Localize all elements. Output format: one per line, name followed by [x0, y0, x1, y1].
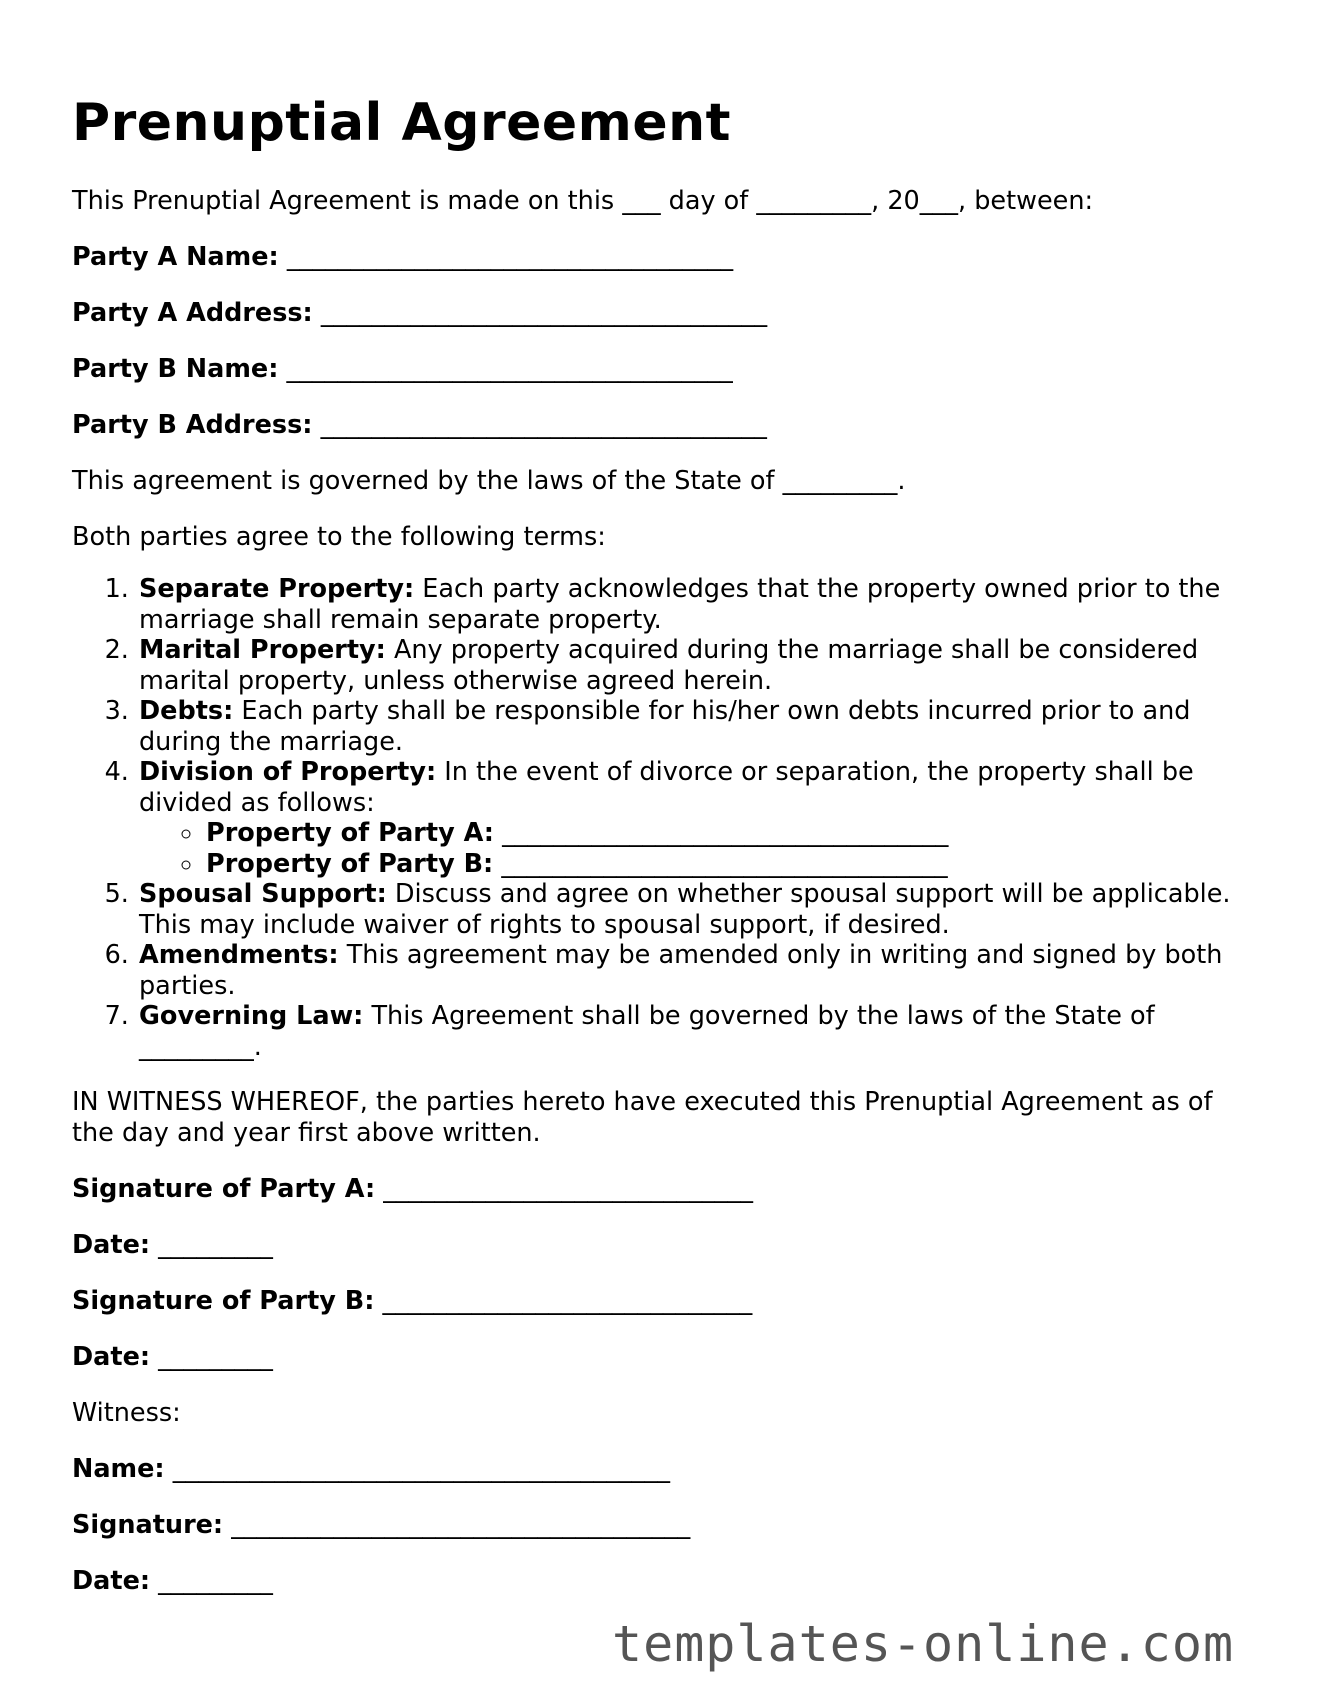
term-item: 1. Separate Property: Each party acknowledges that the property owned prior to the marriage shall remain separate property.: [137, 574, 1252, 635]
division-sublist: [139, 818, 1252, 879]
terms-list: [72, 574, 1252, 1062]
intro-text: This Prenuptial Agreement is made on this ___ day of _________, 20___, between:: [72, 186, 1094, 216]
governing-statement: This agreement is governed by the laws of the State of _________.: [72, 466, 906, 496]
witness-heading: Witness:: [72, 1398, 181, 1428]
witness-name-field: Name: _______________________________________: [72, 1454, 670, 1484]
term-item: 4. Division of Property: In the event of divorce or separation, the property shall be divided as follows: ◦ Property of Party A: ___________________________________ ◦ Property of Party B: ___________________________________: [137, 757, 1252, 879]
witness-clause: IN WITNESS WHEREOF, the parties hereto have executed this Prenuptial Agreement as of the day and year first above written.: [72, 1087, 1213, 1148]
term-item: 6. Amendments: This agreement may be amended only in writing and signed by both parties.: [137, 940, 1252, 1001]
term-item: 3. Debts: Each party shall be responsible for his/her own debts incurred prior to and during the marriage.: [137, 696, 1252, 757]
party-b-address-field: Party B Address: ___________________________________: [72, 410, 767, 440]
terms-intro: Both parties agree to the following terms:: [72, 522, 606, 552]
party-b-name-field: Party B Name: ___________________________________: [72, 354, 733, 384]
sub-item: ◦ Property of Party A: ___________________________________: [204, 818, 1252, 849]
document-page: [72, 88, 1252, 1597]
term-item: 2. Marital Property: Any property acquired during the marriage shall be considered marital property, unless otherwise agreed herein.: [137, 635, 1252, 696]
witness-signature-field: Signature: ____________________________________: [72, 1510, 691, 1540]
party-a-address-field: Party A Address: ___________________________________: [72, 298, 768, 328]
date-party-a-field: Date: _________: [72, 1230, 273, 1260]
sub-item: ◦ Property of Party B: ___________________________________: [204, 849, 1252, 880]
signature-party-a-field: Signature of Party A: _____________________________: [72, 1174, 754, 1204]
page-title: Prenuptial Agreement: [72, 93, 731, 153]
party-a-name-field: Party A Name: ___________________________________: [72, 242, 734, 272]
term-item: 7. Governing Law: This Agreement shall be governed by the laws of the State of _________.: [137, 1001, 1252, 1062]
date-party-b-field: Date: _________: [72, 1342, 273, 1372]
watermark: templates-online.com: [612, 1615, 1235, 1673]
witness-date-field: Date: _________: [72, 1566, 273, 1596]
term-item: 5. Spousal Support: Discuss and agree on whether spousal support will be applicable. This may include waiver of rights to spousal support, if desired.: [137, 879, 1252, 940]
signature-party-b-field: Signature of Party B: _____________________________: [72, 1286, 753, 1316]
